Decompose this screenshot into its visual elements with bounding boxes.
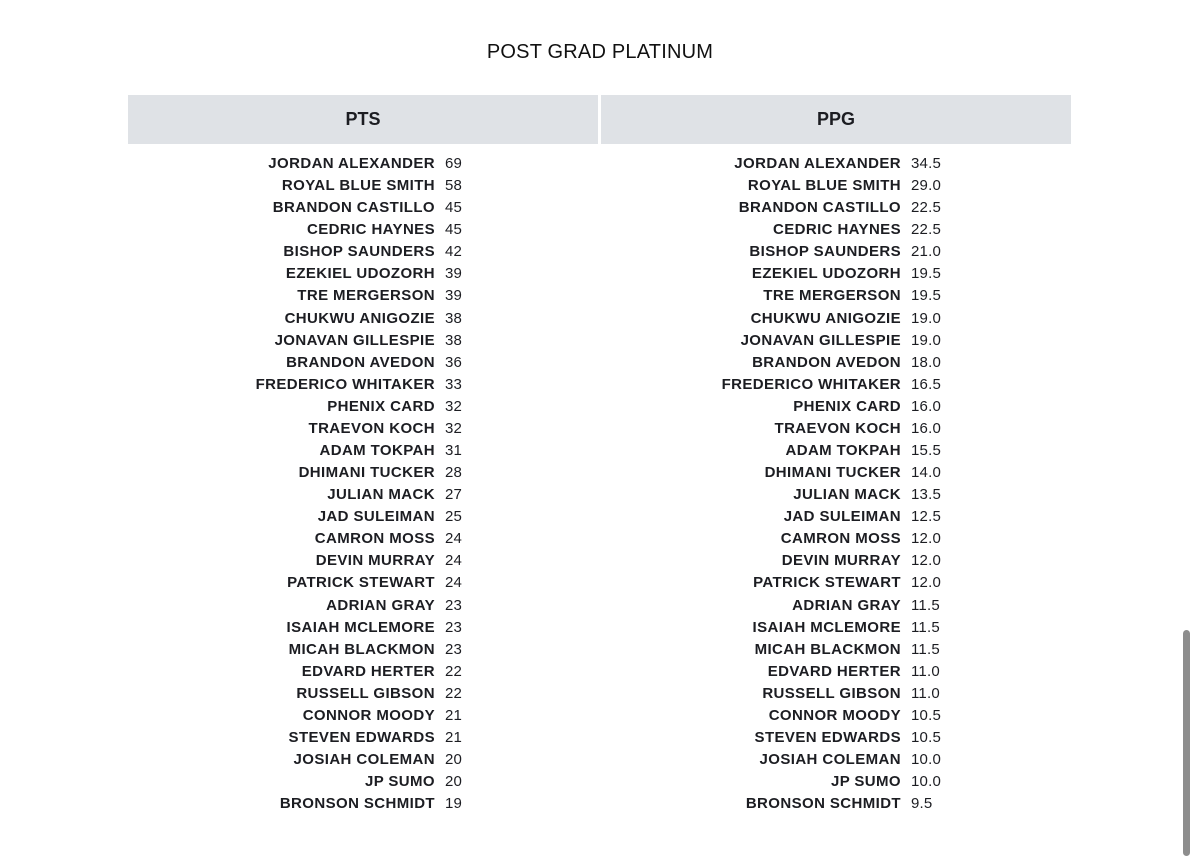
player-name: TRAEVON KOCH xyxy=(308,419,435,437)
pts-value: 24 xyxy=(445,530,463,548)
vertical-scrollbar[interactable] xyxy=(1183,630,1190,856)
pts-value: 38 xyxy=(445,331,463,349)
pts-value: 31 xyxy=(445,442,463,460)
player-name: ADRIAN GRAY xyxy=(326,596,435,614)
ppg-leaderboard xyxy=(0,153,941,815)
ppg-value: 9.5 xyxy=(911,795,933,813)
ppg-value: 11.5 xyxy=(911,596,940,614)
player-name: CAMRON MOSS xyxy=(780,530,901,548)
player-name: MICAH BLACKMON xyxy=(288,640,435,658)
player-name: JORDAN ALEXANDER xyxy=(268,155,435,172)
ppg-row xyxy=(0,572,941,594)
player-name: RUSSELL GIBSON xyxy=(296,684,435,702)
ppg-row xyxy=(0,197,941,219)
pts-value: 45 xyxy=(445,221,463,239)
ppg-row xyxy=(0,241,941,263)
pts-value: 39 xyxy=(445,265,463,283)
pts-value: 25 xyxy=(445,508,463,526)
player-name: JAD SULEIMAN xyxy=(317,508,435,526)
player-name: JOSIAH COLEMAN xyxy=(759,751,901,769)
ppg-row xyxy=(0,175,941,197)
pts-value: 19 xyxy=(445,795,463,813)
ppg-row xyxy=(0,352,941,374)
ppg-row xyxy=(0,661,940,683)
ppg-row xyxy=(0,308,941,330)
pts-value: 42 xyxy=(445,243,463,261)
ppg-row xyxy=(0,484,941,506)
ppg-value: 12.0 xyxy=(911,530,941,548)
pts-value: 38 xyxy=(445,309,463,327)
player-name: EZEKIEL UDOZORH xyxy=(285,265,435,283)
ppg-row xyxy=(0,153,941,175)
ppg-value: 11.0 xyxy=(911,662,940,680)
ppg-value: 19.5 xyxy=(911,265,941,283)
ppg-value: 18.0 xyxy=(911,353,941,371)
player-name: RUSSELL GIBSON xyxy=(762,684,901,702)
player-name: STEVEN EDWARDS xyxy=(288,729,435,747)
ppg-row xyxy=(0,771,941,793)
ppg-row xyxy=(0,683,940,705)
player-name: DEVIN MURRAY xyxy=(781,552,901,570)
player-name: CAMRON MOSS xyxy=(314,530,435,548)
ppg-value: 13.5 xyxy=(911,486,941,504)
ppg-value: 16.0 xyxy=(911,397,941,415)
ppg-value: 12.0 xyxy=(911,552,941,570)
player-name: ROYAL BLUE SMITH xyxy=(747,177,901,195)
player-name: BRANDON CASTILLO xyxy=(272,199,435,217)
ppg-value: 15.5 xyxy=(911,442,941,460)
pts-value: 23 xyxy=(445,640,463,658)
player-name: CHUKWU ANIGOZIE xyxy=(750,309,901,327)
player-name: PHENIX CARD xyxy=(793,397,901,415)
player-name: MICAH BLACKMON xyxy=(754,640,901,658)
pts-value: 20 xyxy=(445,773,463,791)
ppg-row xyxy=(0,374,941,396)
ppg-value: 11.5 xyxy=(911,618,940,636)
ppg-row xyxy=(0,285,941,307)
ppg-value: 16.5 xyxy=(911,375,941,393)
ppg-value: 10.0 xyxy=(911,773,941,791)
player-name: ADRIAN GRAY xyxy=(792,596,901,614)
pts-value: 69 xyxy=(445,155,463,172)
ppg-row xyxy=(0,639,940,661)
pts-value: 45 xyxy=(445,199,463,217)
player-name: PHENIX CARD xyxy=(327,397,435,415)
ppg-value: 10.0 xyxy=(911,751,941,769)
player-name: ADAM TOKPAH xyxy=(785,442,901,460)
player-name: TRAEVON KOCH xyxy=(774,419,901,437)
player-name: JOSIAH COLEMAN xyxy=(293,751,435,769)
pts-value: 22 xyxy=(445,684,463,702)
player-name: CEDRIC HAYNES xyxy=(306,221,435,239)
ppg-row xyxy=(0,617,940,639)
player-name: BRANDON CASTILLO xyxy=(738,199,901,217)
ppg-value: 21.0 xyxy=(911,243,941,261)
ppg-row xyxy=(0,263,941,285)
pts-value: 24 xyxy=(445,552,463,570)
player-name: JONAVAN GILLESPIE xyxy=(274,331,435,349)
player-name: BRANDON AVEDON xyxy=(286,353,435,371)
pts-value: 21 xyxy=(445,706,463,724)
pts-value: 24 xyxy=(445,574,463,592)
player-name: ROYAL BLUE SMITH xyxy=(281,177,435,195)
pts-value: 28 xyxy=(445,464,463,482)
pts-value: 32 xyxy=(445,397,463,415)
column-header-pts: PTS xyxy=(128,95,598,144)
player-name: BRANDON AVEDON xyxy=(752,353,901,371)
player-name: DHIMANI TUCKER xyxy=(764,464,901,482)
ppg-row xyxy=(0,793,933,815)
ppg-value: 10.5 xyxy=(911,706,941,724)
player-name: ISAIAH MCLEMORE xyxy=(752,618,901,636)
player-name: CONNOR MOODY xyxy=(768,706,901,724)
ppg-value: 12.5 xyxy=(911,508,941,526)
ppg-row xyxy=(0,440,941,462)
player-name: ISAIAH MCLEMORE xyxy=(286,618,435,636)
ppg-row xyxy=(0,330,941,352)
ppg-row xyxy=(0,528,941,550)
player-name: JULIAN MACK xyxy=(793,486,901,504)
pts-value: 36 xyxy=(445,353,463,371)
ppg-value: 12.0 xyxy=(911,574,941,592)
player-name: TRE MERGERSON xyxy=(297,287,435,305)
ppg-value: 14.0 xyxy=(911,464,941,482)
ppg-value: 19.0 xyxy=(911,331,941,349)
player-name: CHUKWU ANIGOZIE xyxy=(284,309,435,327)
player-name: BRONSON SCHMIDT xyxy=(745,795,901,813)
player-name: CEDRIC HAYNES xyxy=(772,221,901,239)
player-name: TRE MERGERSON xyxy=(763,287,901,305)
ppg-value: 16.0 xyxy=(911,419,941,437)
player-name: JAD SULEIMAN xyxy=(783,508,901,526)
player-name: EZEKIEL UDOZORH xyxy=(751,265,901,283)
ppg-value: 11.0 xyxy=(911,684,940,702)
player-name: JULIAN MACK xyxy=(327,486,435,504)
page-title: POST GRAD PLATINUM xyxy=(486,41,714,63)
ppg-row xyxy=(0,219,941,241)
ppg-value: 19.0 xyxy=(911,309,941,327)
ppg-value: 22.5 xyxy=(911,221,941,239)
player-name: JONAVAN GILLESPIE xyxy=(740,331,901,349)
player-name: FREDERICO WHITAKER xyxy=(721,375,901,393)
player-name: PATRICK STEWART xyxy=(287,574,435,592)
player-name: DHIMANI TUCKER xyxy=(298,464,435,482)
pts-value: 21 xyxy=(445,729,463,747)
player-name: DEVIN MURRAY xyxy=(315,552,435,570)
ppg-row xyxy=(0,418,941,440)
player-name: JP SUMO xyxy=(830,773,901,791)
ppg-value: 29.0 xyxy=(911,177,941,195)
pts-value: 39 xyxy=(445,287,463,305)
ppg-value: 11.5 xyxy=(911,640,940,658)
ppg-row xyxy=(0,506,941,528)
ppg-row xyxy=(0,550,941,572)
ppg-value: 22.5 xyxy=(911,199,941,217)
ppg-value: 10.5 xyxy=(911,729,941,747)
ppg-row xyxy=(0,462,941,484)
player-name: BISHOP SAUNDERS xyxy=(283,243,435,261)
player-name: EDVARD HERTER xyxy=(301,662,435,680)
player-name: PATRICK STEWART xyxy=(753,574,901,592)
player-name: STEVEN EDWARDS xyxy=(754,729,901,747)
player-name: BRONSON SCHMIDT xyxy=(279,795,435,813)
column-header-ppg: PPG xyxy=(601,95,1071,144)
player-name: FREDERICO WHITAKER xyxy=(255,375,435,393)
pts-value: 58 xyxy=(445,177,463,195)
ppg-value: 19.5 xyxy=(911,287,941,305)
player-name: JORDAN ALEXANDER xyxy=(734,155,901,172)
ppg-row xyxy=(0,595,940,617)
ppg-row xyxy=(0,749,941,771)
player-name: BISHOP SAUNDERS xyxy=(749,243,901,261)
ppg-row xyxy=(0,727,941,749)
ppg-row xyxy=(0,705,941,727)
ppg-value: 34.5 xyxy=(911,155,941,172)
player-name: CONNOR MOODY xyxy=(302,706,435,724)
pts-value: 22 xyxy=(445,662,463,680)
pts-value: 23 xyxy=(445,596,463,614)
pts-value: 27 xyxy=(445,486,463,504)
pts-value: 23 xyxy=(445,618,463,636)
player-name: EDVARD HERTER xyxy=(767,662,901,680)
player-name: ADAM TOKPAH xyxy=(319,442,435,460)
pts-value: 20 xyxy=(445,751,463,769)
ppg-row xyxy=(0,396,941,418)
pts-value: 32 xyxy=(445,419,463,437)
player-name: JP SUMO xyxy=(364,773,435,791)
pts-value: 33 xyxy=(445,375,463,393)
